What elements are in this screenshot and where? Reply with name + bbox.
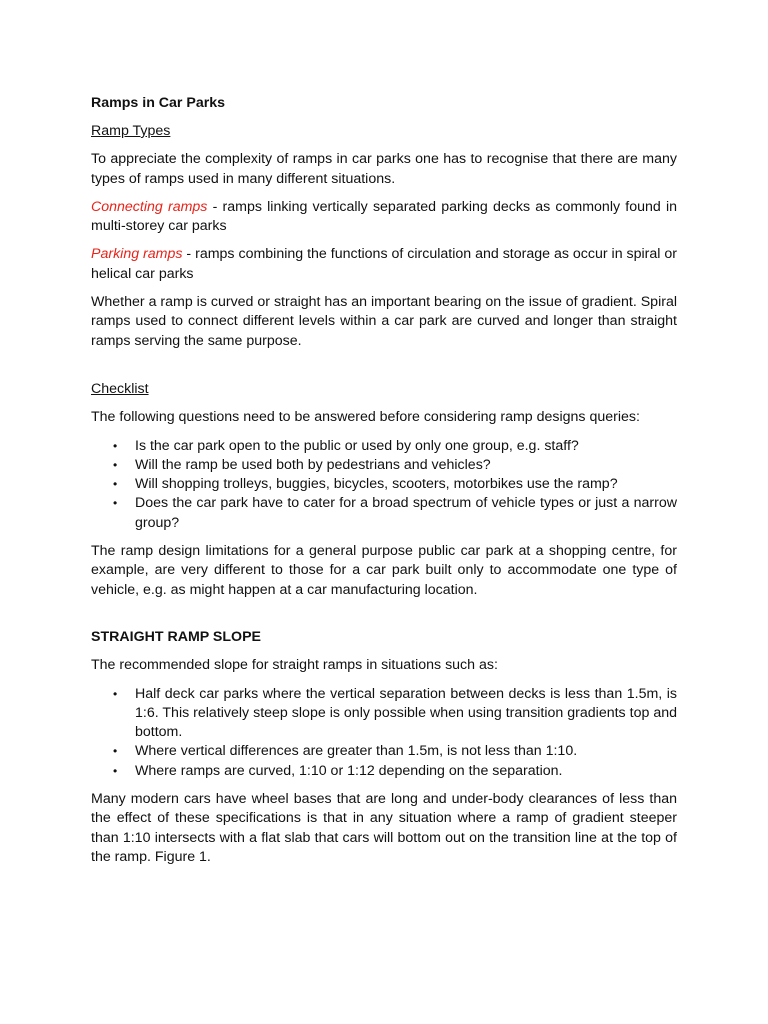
- connecting-ramps-paragraph: [91, 198, 677, 237]
- straight-ramp-intro: The recommended slope for straight ramps in situations such as:: [91, 657, 498, 674]
- list-item: • Where vertical differences are greater than 1.5m, is not less than 1:10.: [91, 742, 677, 761]
- parking-ramps-description: - ramps combining the functions of circulation and storage as occur in spiral or helical car parks: [91, 246, 678, 282]
- bullet-icon: •: [113, 744, 118, 759]
- checklist-heading: Checklist: [91, 380, 149, 397]
- section-spacer: [91, 609, 677, 628]
- straight-ramp-closing: Many modern cars have wheel bases that are long and under-body clearances of less than the effect of these specifications is that in any situation where a ramp of gradient steeper than 1:10 intersects with a flat slab that cars will bottom out on the transition line at the top of the ramp. Figure 1.: [91, 791, 677, 865]
- connecting-ramps-description: - ramps linking vertically separated parking decks as commonly found in multi-storey car parks: [91, 198, 678, 235]
- ramp-types-heading: Ramp Types: [91, 123, 171, 139]
- bullet-icon: •: [113, 496, 118, 511]
- checklist-list: [91, 437, 677, 533]
- bullet-icon: •: [113, 457, 118, 472]
- bullet-icon: •: [113, 438, 118, 453]
- connecting-ramps-term: Connecting ramps: [91, 198, 208, 215]
- list-item: • Will shopping trolleys, buggies, bicycles, scooters, motorbikes use the ramp?: [91, 475, 677, 494]
- parking-ramps-term: Parking ramps: [91, 246, 183, 263]
- list-item: • Where ramps are curved, 1:10 or 1:12 depending on the separation.: [91, 762, 677, 781]
- document-page: [91, 94, 677, 876]
- gradient-paragraph: Whether a ramp is curved or straight has an important bearing on the issue of gradient. Spiral ramps used to connect different levels within a car park are curved and longer than straight ramps serving the same purpose.: [91, 294, 677, 349]
- straight-ramp-heading: STRAIGHT RAMP SLOPE: [91, 628, 262, 645]
- checklist-closing: The ramp design limitations for a general purpose public car park at a shopping centre, for example, are very different to those for a car park built only to accommodate one type of vehicle, e.g. as might happen at a car manufacturing location.: [91, 543, 677, 598]
- parking-ramps-paragraph: [91, 245, 677, 284]
- straight-ramp-list: [91, 685, 677, 781]
- list-item: • Is the car park open to the public or used by only one group, e.g. staff?: [91, 437, 677, 456]
- ramp-types-intro: To appreciate the complexity of ramps in car parks one has to recognise that there are many types of ramps used in many different situations.: [91, 151, 677, 187]
- document-title: Ramps in Car Parks: [91, 95, 226, 111]
- checklist-intro: The following questions need to be answered before considering ramp designs queries:: [91, 409, 640, 426]
- list-item: • Will the ramp be used both by pedestrians and vehicles?: [91, 456, 677, 475]
- section-spacer: [91, 360, 677, 380]
- bullet-icon: •: [113, 763, 118, 778]
- bullet-icon: •: [113, 477, 118, 492]
- list-item: • Does the car park have to cater for a broad spectrum of vehicle types or just a narrow group?: [113, 495, 677, 531]
- list-item: • Half deck car parks where the vertical separation between decks is less than 1.5m, is 1:6. This relatively steep slope is only possible when using transition gradients top and bottom.: [113, 685, 677, 741]
- bullet-icon: •: [113, 686, 118, 701]
